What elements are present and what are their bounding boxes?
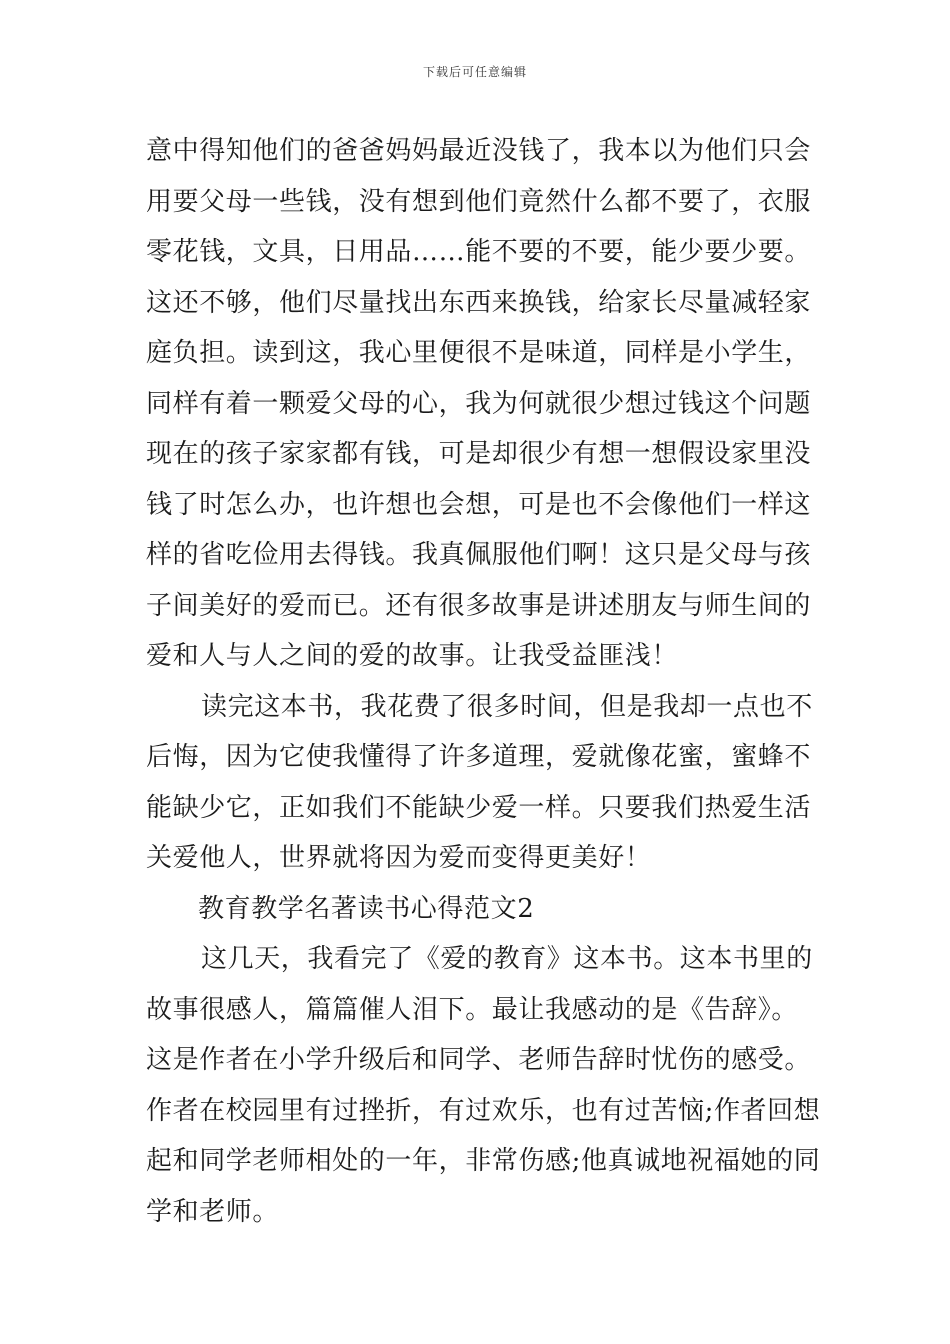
text-line: 庭负担。读到这，我心里便很不是味道，同样是小学生，: [146, 338, 812, 368]
text-line: 这还不够，他们尽量找出东西来换钱，给家长尽量减轻家: [146, 287, 812, 318]
document-body: [146, 126, 821, 1237]
text-line: 能缺少它，正如我们不能缺少爱一样。只要我们热爱生活: [146, 792, 812, 823]
text-line: 同样有着一颗爱父母的心，我为何就很少想过钱这个问题: [146, 388, 812, 419]
text-line: 零花钱，文具，日用品……能不要的不要，能少要少要。: [146, 237, 812, 267]
text-line: 样的省吃俭用去得钱。我真佩服他们啊！这只是父母与孩: [146, 540, 812, 570]
text-line: 起和同学老师相处的一年，非常伤感;他真诚地祝福她的同: [146, 1146, 821, 1176]
text-line: 爱和人与人之间的爱的故事。让我受益匪浅！: [146, 641, 679, 671]
text-line: 子间美好的爱而已。还有很多故事是讲述朋友与师生间的: [146, 590, 812, 621]
text-line: 这是作者在小学升级后和同学、老师告辞时忧伤的感受。: [146, 1045, 812, 1075]
text-line: 钱了时怎么办，也许想也会想，可是也不会像他们一样这: [146, 489, 812, 520]
text-line: 用要父母一些钱，没有想到他们竟然什么都不要了，衣服: [146, 186, 812, 217]
page-header: 下载后可任意编辑: [422, 65, 527, 79]
text-line: 故事很感人，篇篇催人泪下。最让我感动的是《告辞》。: [146, 994, 799, 1025]
text-line: 后悔，因为它使我懂得了许多道理，爱就像花蜜，蜜蜂不: [146, 742, 812, 772]
section-heading: 教育教学名著读书心得范文2: [198, 893, 535, 924]
text-line: 学和老师。: [146, 1196, 280, 1227]
paragraph-start-line: 读完这本书，我花费了很多时间，但是我却一点也不: [201, 691, 813, 722]
text-line: 意中得知他们的爸爸妈妈最近没钱了，我本以为他们只会: [146, 136, 812, 166]
text-line: 作者在校园里有过挫折，有过欢乐，也有过苦恼;作者回想: [146, 1095, 821, 1126]
text-line: 关爱他人，世界就将因为爱而变得更美好！: [146, 843, 652, 873]
text-line: 现在的孩子家家都有钱，可是却很少有想一想假设家里没: [146, 439, 812, 469]
paragraph-start-line: 这几天，我看完了《爱的教育》这本书。这本书里的: [201, 944, 813, 974]
